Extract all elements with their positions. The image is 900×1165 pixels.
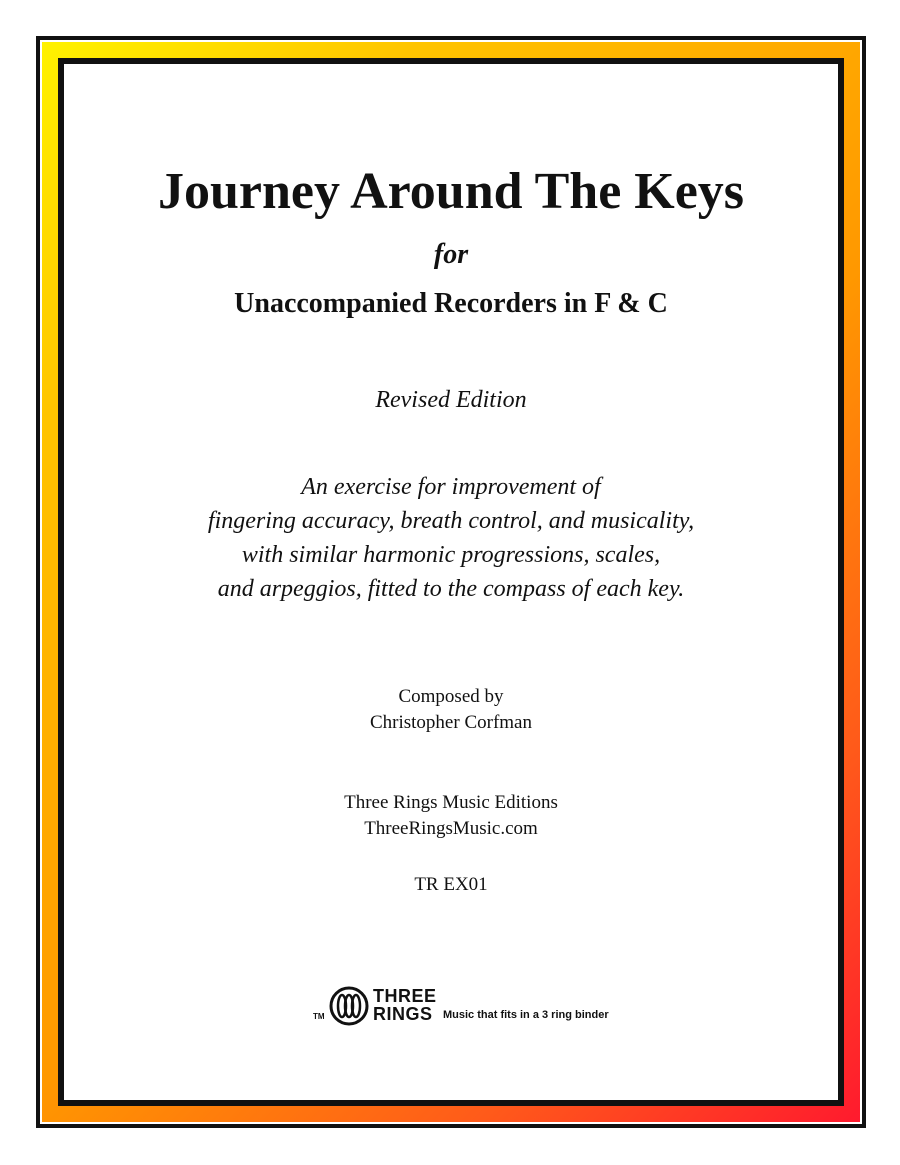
composer-credit: [64, 684, 838, 736]
for-label: for: [433, 239, 469, 270]
publisher-name: Three Rings Music Editions: [344, 792, 558, 813]
publisher-block: [64, 790, 838, 842]
logo-tagline: Music that fits in a 3 ring binder: [443, 1009, 609, 1021]
description-line: and arpeggios, fitted to the compass of each key.: [217, 576, 685, 602]
catalog-number: TR EX01: [414, 874, 488, 895]
description-line: An exercise for improvement of: [301, 474, 601, 500]
edition-label: Revised Edition: [375, 387, 527, 413]
instrumentation-subtitle: Unaccompanied Recorders in F & C: [234, 288, 668, 319]
composed-by-label: Composed by: [398, 686, 504, 707]
trademark-mark: TM: [313, 1012, 325, 1021]
description-line: with similar harmonic progressions, scales,: [241, 542, 661, 568]
logo-wordmark: [373, 987, 437, 1023]
description-block: [64, 470, 838, 606]
three-rings-icon: [329, 986, 369, 1026]
logo-word-three: THREE: [373, 986, 437, 1006]
composer-name: Christopher Corfman: [369, 712, 532, 733]
logo-word-rings: RINGS: [373, 1004, 433, 1024]
cover-content: [64, 64, 838, 1100]
publisher-website: ThreeRingsMusic.com: [364, 818, 538, 839]
description-line: fingering accuracy, breath control, and musicality,: [207, 508, 695, 534]
page-title: Journey Around The Keys: [157, 163, 745, 220]
